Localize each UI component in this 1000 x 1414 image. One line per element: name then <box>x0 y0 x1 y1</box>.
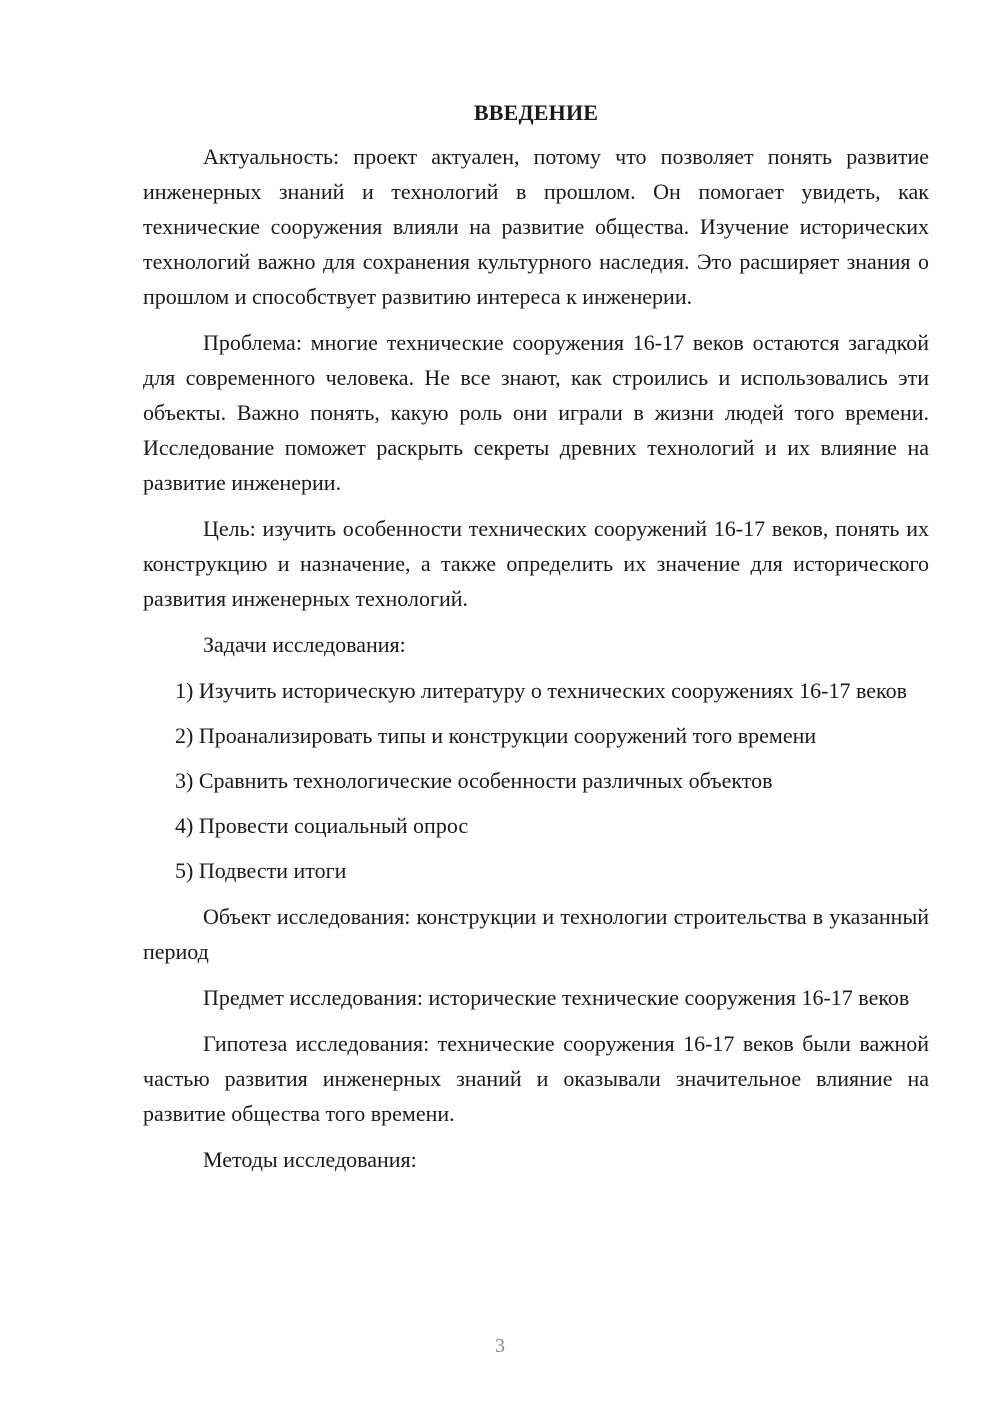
paragraph-methods-heading: Методы исследования: <box>203 1147 417 1172</box>
paragraph-hypothesis: Гипотеза исследования: технические сооружения 16-17 веков были важной частью развития инженерных знаний и оказывали значительное влияние на развитие общества того времени. <box>143 1031 929 1126</box>
paragraph-tasks-heading: Задачи исследования: <box>203 632 406 657</box>
list-item: 2) Проанализировать типы и конструкции сооружений того времени <box>175 723 817 748</box>
paragraph-goal: Цель: изучить особенности технических сооружений 16-17 веков, понять их конструкцию и назначение, а также определить их значение для исторического развития инженерных технологий. <box>143 516 929 611</box>
paragraph-problem: Проблема: многие технические сооружения 16-17 веков остаются загадкой для современного человека. Не все знают, как строились и использовались эти объекты. Важно понять, какую роль они играли в жизни людей того времени. Исследование поможет раскрыть секреты древних технологий и их влияние на развитие инженерии. <box>143 330 929 495</box>
list-item: 4) Провести социальный опрос <box>175 813 469 838</box>
paragraph-object: Объект исследования: конструкции и технологии строительства в указанный период <box>143 904 929 964</box>
page-number: 3 <box>495 1335 505 1357</box>
paragraph-subject: Предмет исследования: исторические технические сооружения 16-17 веков <box>203 985 910 1010</box>
list-item: 1) Изучить историческую литературу о технических сооружениях 16-17 веков <box>175 678 907 703</box>
list-item: 3) Сравнить технологические особенности различных объектов <box>175 768 773 793</box>
tasks-list <box>143 673 929 888</box>
page-content <box>143 95 929 1188</box>
list-item: 5) Подвести итоги <box>175 858 347 883</box>
paragraph-relevance: Актуальность: проект актуален, потому что позволяет понять развитие инженерных знаний и технологий в прошлом. Он помогает увидеть, как технические сооружения влияли на развитие общества. Изучение исторических технологий важно для сохранения культурного наследия. Это расширяет знания о прошлом и способствует развитию интереса к инженерии. <box>143 144 929 309</box>
section-title: ВВЕДЕНИЕ <box>473 100 599 125</box>
